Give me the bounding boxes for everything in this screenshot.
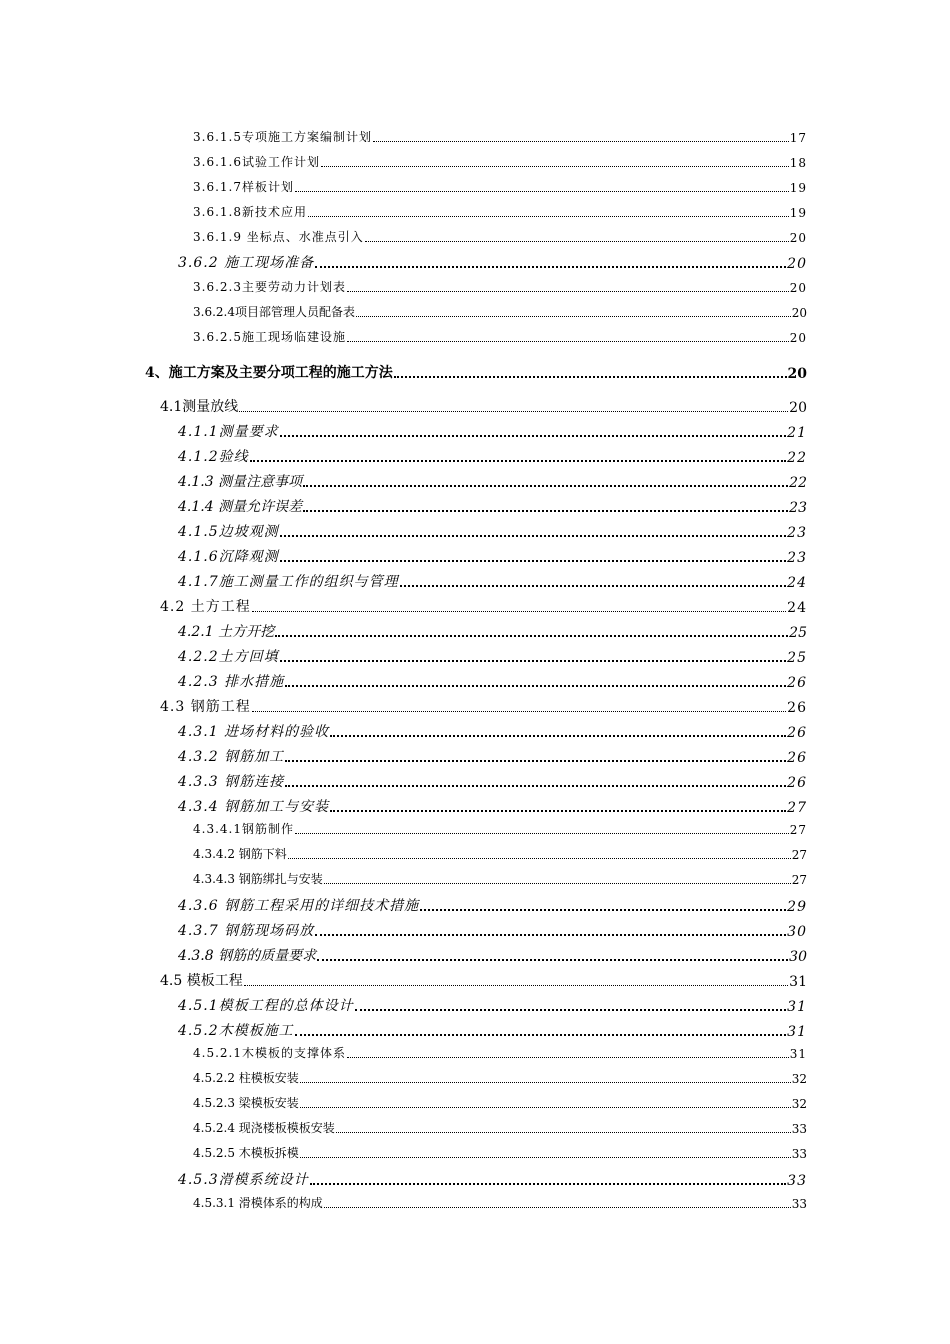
toc-entry[interactable] — [0, 771, 950, 791]
toc-entry[interactable] — [0, 471, 950, 491]
toc-page-number: 24 — [787, 600, 807, 616]
toc-entry[interactable] — [0, 995, 950, 1015]
toc-page-number: 27 — [787, 800, 807, 816]
toc-page-number: 21 — [787, 425, 807, 441]
toc-entry-label: 4.3.4 钢筋加工与安装 — [178, 799, 330, 815]
dot-leader — [300, 1106, 791, 1108]
dot-leader — [347, 290, 789, 292]
toc-entry-label: 4.5.2.5 木模板拆模 — [193, 1146, 299, 1160]
toc-page-number: 30 — [787, 924, 807, 940]
toc-page-number: 31 — [789, 974, 807, 990]
toc-page-number: 33 — [791, 1122, 807, 1136]
toc-page-number: 26 — [787, 750, 807, 766]
toc-entry[interactable] — [0, 1144, 950, 1161]
toc-entry-label: 3.6.1.8新技术应用 — [193, 205, 307, 219]
toc-entry-label: 4.3.6 钢筋工程采用的详细技术措施 — [178, 898, 420, 914]
toc-page-number: 31 — [787, 999, 807, 1015]
dot-leader — [365, 240, 789, 242]
toc-page-number: 26 — [787, 775, 807, 791]
toc-page-number: 33 — [791, 1197, 807, 1211]
toc-page-number: 32 — [791, 1072, 807, 1086]
toc-entry[interactable] — [0, 970, 950, 990]
toc-entry[interactable] — [0, 396, 950, 416]
toc-entry-label: 4.2.1 土方开挖 — [178, 624, 275, 640]
toc-entry[interactable] — [0, 721, 950, 741]
toc-page-number: 19 — [789, 206, 807, 220]
toc-page-number: 31 — [787, 1024, 807, 1040]
dot-leader — [280, 659, 787, 662]
toc-entry[interactable] — [0, 128, 950, 145]
toc-entry-label: 4.1.5边坡观测 — [178, 524, 279, 540]
toc-page-number: 20 — [787, 256, 807, 272]
dot-leader — [280, 434, 787, 437]
dot-leader — [356, 315, 791, 317]
dot-leader — [285, 684, 786, 687]
toc-entry-label: 3.6.1.6试验工作计划 — [193, 155, 320, 169]
toc-page-number: 26 — [787, 675, 807, 691]
toc-entry-label: 3.6.1.7样板计划 — [193, 180, 294, 194]
toc-entry-label: 4.3.4.3 钢筋绑扎与安装 — [193, 872, 323, 886]
toc-entry[interactable] — [0, 796, 950, 816]
toc-page-number: 27 — [791, 873, 807, 887]
toc-entry[interactable] — [0, 671, 950, 691]
toc-page-number: 25 — [789, 625, 807, 641]
toc-entry-label: 4.3.8 钢筋的质量要求 — [178, 948, 317, 964]
dot-leader — [303, 509, 788, 512]
toc-entry-label: 4.2.2土方回填 — [178, 649, 279, 665]
dot-leader — [321, 165, 789, 167]
toc-page-number: 31 — [789, 1047, 807, 1061]
dot-leader — [400, 584, 787, 587]
toc-page-number: 17 — [789, 131, 807, 145]
toc-entry-label: 4.3.4.2 钢筋下料 — [193, 847, 287, 861]
dot-leader — [285, 784, 786, 787]
toc-page-number: 19 — [789, 181, 807, 195]
toc-entry[interactable] — [0, 328, 950, 345]
toc-entry[interactable] — [0, 546, 950, 566]
toc-page-number: 22 — [787, 450, 807, 466]
dot-leader — [252, 710, 786, 712]
toc-entry-label: 4.3.2 钢筋加工 — [178, 749, 285, 765]
toc-entry[interactable] — [0, 571, 950, 591]
dot-leader — [300, 1156, 791, 1158]
dot-leader — [280, 534, 787, 537]
toc-page-number: 26 — [787, 700, 807, 716]
toc-entry-label: 4.5.2.2 柱模板安装 — [193, 1071, 299, 1085]
dot-leader — [315, 265, 786, 268]
toc-entry-label: 4.5.3滑模系统设计 — [178, 1172, 309, 1188]
dot-leader — [295, 832, 789, 834]
toc-entry[interactable] — [0, 1119, 950, 1136]
toc-entry[interactable] — [0, 1044, 950, 1061]
toc-entry-label: 4.2 土方工程 — [160, 599, 251, 615]
toc-entry-label: 4.5.2.1木模板的支撑体系 — [193, 1046, 346, 1060]
toc-entry[interactable] — [0, 521, 950, 541]
toc-entry[interactable] — [0, 696, 950, 716]
toc-entry-label: 4.5.2木模板施工 — [178, 1023, 294, 1039]
dot-leader — [317, 958, 788, 961]
toc-entry-label: 4.1.7施工测量工作的组织与管理 — [178, 574, 399, 590]
toc-entry[interactable] — [0, 1194, 950, 1211]
toc-page-number: 20 — [789, 281, 807, 295]
toc-entry-label: 4.1.4 测量允许误差 — [178, 499, 303, 515]
toc-page-number: 20 — [787, 366, 807, 382]
toc-page-number: 23 — [789, 500, 807, 516]
toc-page-number: 23 — [787, 525, 807, 541]
toc-entry[interactable] — [0, 1169, 950, 1189]
toc-entry[interactable] — [0, 820, 950, 837]
toc-page-number: 27 — [789, 823, 807, 837]
dot-leader — [300, 1081, 791, 1083]
dot-leader — [310, 1182, 787, 1185]
toc-page-number: 20 — [789, 231, 807, 245]
toc-entry-label: 3.6.2 施工现场准备 — [178, 255, 315, 271]
toc-page-number: 33 — [791, 1147, 807, 1161]
dot-leader — [394, 375, 787, 378]
toc-entry-label: 4.3.4.1钢筋制作 — [193, 822, 294, 836]
toc-entry-label: 4.3 钢筋工程 — [160, 699, 251, 715]
dot-leader — [244, 984, 788, 986]
toc-page-number: 24 — [787, 575, 807, 591]
dot-leader — [420, 908, 786, 911]
toc-entry[interactable] — [0, 203, 950, 220]
toc-entry[interactable] — [0, 845, 950, 862]
toc-entry[interactable] — [0, 303, 950, 320]
toc-entry[interactable] — [0, 496, 950, 516]
toc-entry[interactable] — [0, 1094, 950, 1111]
toc-entry[interactable] — [0, 1069, 950, 1086]
toc-entry-label: 4.1.3 测量注意事项 — [178, 474, 303, 490]
dot-leader — [295, 190, 789, 192]
toc-entry[interactable] — [0, 621, 950, 641]
toc-entry[interactable] — [0, 746, 950, 766]
toc-entry[interactable] — [0, 421, 950, 441]
dot-leader — [347, 340, 789, 342]
toc-entry-label: 4.3.3 钢筋连接 — [178, 774, 285, 790]
toc-entry[interactable] — [0, 596, 950, 616]
toc-page-number: 18 — [789, 156, 807, 170]
toc-entry-label: 4.1.1测量要求 — [178, 424, 279, 440]
toc-entry[interactable] — [0, 870, 950, 887]
toc-entry[interactable] — [0, 895, 950, 915]
dot-leader — [330, 734, 786, 737]
toc-page-number: 33 — [787, 1173, 807, 1189]
dot-leader — [280, 559, 787, 562]
toc-page-number: 22 — [789, 475, 807, 491]
toc-page-number: 25 — [787, 650, 807, 666]
dot-leader — [288, 857, 791, 859]
toc-entry-label: 3.6.1.9 坐标点、水准点引入 — [193, 230, 364, 244]
toc-entry[interactable] — [0, 1020, 950, 1040]
toc-chapter-entry[interactable] — [0, 362, 950, 382]
toc-entry[interactable] — [0, 278, 950, 295]
dot-leader — [250, 459, 787, 462]
dot-leader — [347, 1056, 789, 1058]
dot-leader — [295, 1033, 787, 1036]
toc-page-number: 20 — [789, 400, 807, 416]
toc-page-number: 27 — [791, 848, 807, 862]
toc-page-number: 20 — [791, 306, 807, 320]
dot-leader — [275, 634, 788, 637]
dot-leader — [355, 1008, 787, 1011]
toc-entry-label: 4、施工方案及主要分项工程的施工方法 — [145, 365, 393, 381]
toc-entry-label: 4.1.2验线 — [178, 449, 249, 465]
toc-entry-label: 4.1.6沉降观测 — [178, 549, 279, 565]
toc-entry[interactable] — [0, 945, 950, 965]
toc-page-number: 20 — [789, 331, 807, 345]
toc-entry[interactable] — [0, 446, 950, 466]
dot-leader — [285, 759, 786, 762]
toc-entry[interactable] — [0, 252, 950, 272]
toc-entry-label: 3.6.2.3主要劳动力计划表 — [193, 280, 346, 294]
toc-page-number: 23 — [787, 550, 807, 566]
toc-entry[interactable] — [0, 920, 950, 940]
toc-page-number: 29 — [787, 899, 807, 915]
toc-entry-label: 4.5.1模板工程的总体设计 — [178, 998, 354, 1014]
toc-entry[interactable] — [0, 153, 950, 170]
toc-entry[interactable] — [0, 646, 950, 666]
dot-leader — [308, 215, 789, 217]
toc-entry-label: 4.5.2.4 现浇楼板模板安装 — [193, 1121, 335, 1135]
toc-entry-label: 4.5.2.3 梁模板安装 — [193, 1096, 299, 1110]
dot-leader — [252, 610, 786, 612]
toc-entry[interactable] — [0, 178, 950, 195]
toc-entry-label: 4.3.1 进场材料的验收 — [178, 724, 330, 740]
dot-leader — [303, 484, 788, 487]
toc-entry-label: 4.5.3.1 滑模体系的构成 — [193, 1196, 323, 1210]
toc-entry-label: 4.3.7 钢筋现场码放 — [178, 923, 315, 939]
dot-leader — [324, 1206, 791, 1208]
toc-page-number: 26 — [787, 725, 807, 741]
toc-entry-label: 3.6.1.5专项施工方案编制计划 — [193, 130, 372, 144]
dot-leader — [336, 1131, 791, 1133]
toc-entry-label: 3.6.2.5施工现场临建设施 — [193, 330, 346, 344]
dot-leader — [315, 933, 786, 936]
toc-page-number: 32 — [791, 1097, 807, 1111]
toc-entry-label: 4.5 模板工程 — [160, 973, 243, 989]
toc-entry-label: 4.1测量放线 — [160, 399, 239, 415]
toc-page-number: 30 — [789, 949, 807, 965]
dot-leader — [330, 809, 786, 812]
toc-entry[interactable] — [0, 228, 950, 245]
dot-leader — [324, 882, 791, 884]
toc-entry-label: 4.2.3 排水措施 — [178, 674, 285, 690]
dot-leader — [239, 410, 788, 412]
toc-entry-label: 3.6.2.4项目部管理人员配备表 — [193, 305, 355, 319]
dot-leader — [373, 140, 789, 142]
